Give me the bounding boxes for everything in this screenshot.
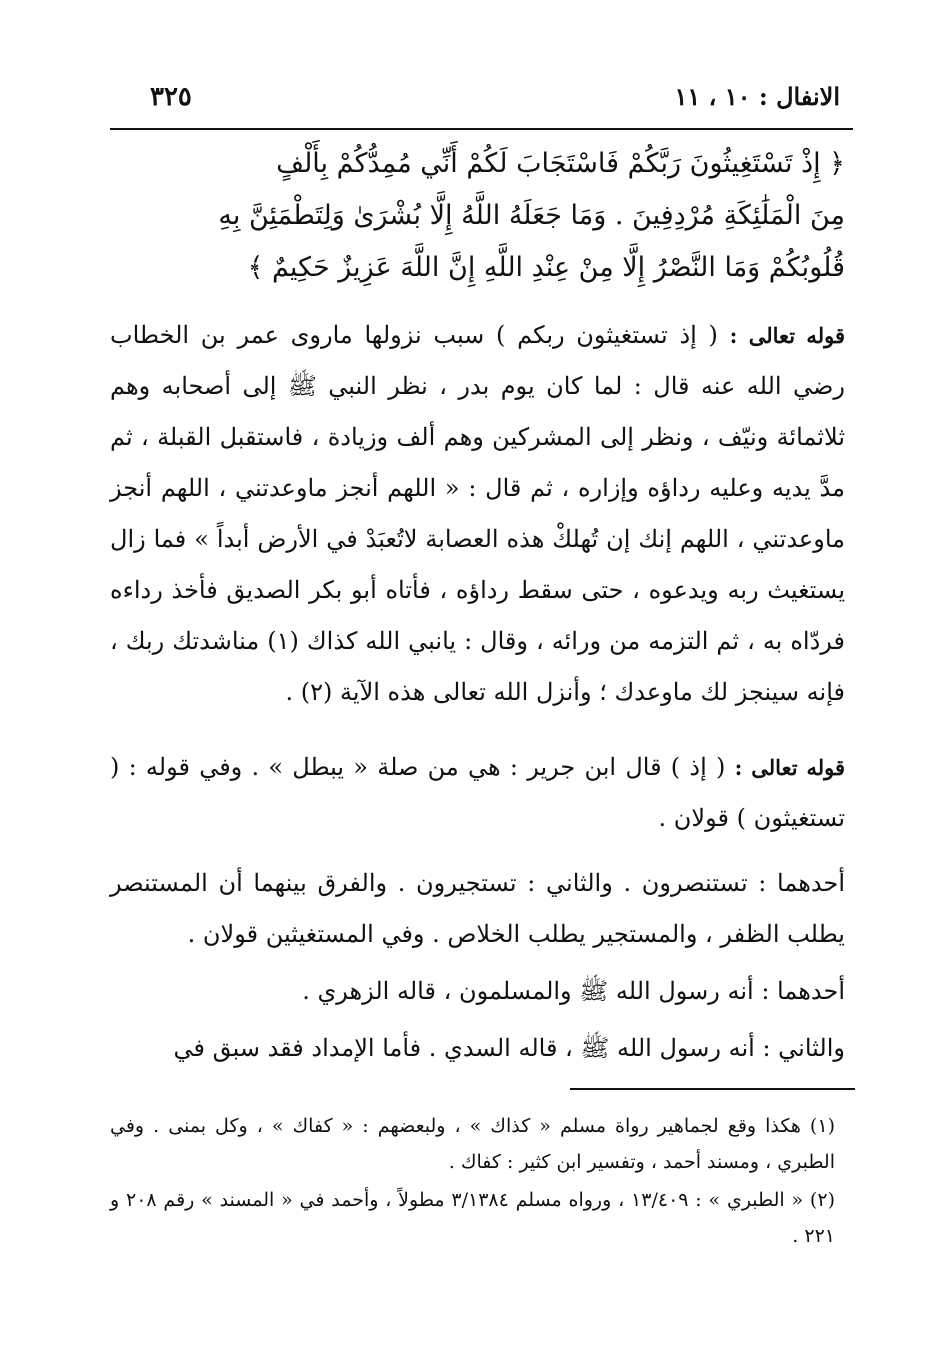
page-header	[110, 82, 840, 122]
page-number: ٣٢٥	[150, 82, 192, 112]
quran-verse	[110, 138, 845, 294]
commentary-paragraph: أحدهما : أنه رسول الله ﷺ والمسلمون ، قاله الزهري .	[302, 977, 845, 1005]
header-rule	[110, 128, 853, 130]
footnote: (٢) « الطبري » : ١٣/٤٠٩ ، ورواه مسلم ٣/١٣٨٤ مطولاً ، وأحمد في « المسند » رقم ٢٠٨ و ٢٢١ .	[110, 1189, 835, 1247]
commentary-section-2	[110, 742, 845, 1074]
verse-line: ﴿ إِذْ تَسْتَغِيثُونَ رَبَّكُمْ فَاسْتَجَابَ لَكُمْ أَنِّي مُمِدُّكُمْ بِأَلْفٍ	[276, 148, 845, 179]
footnotes	[110, 1108, 835, 1256]
footnote-rule	[570, 1088, 855, 1090]
paragraph-text: ( إذ تستغيثون ربكم ) سبب نزولها ماروى عمر بن الخطاب رضي الله عنه قال : لما كان يوم بدر ، نظر النبي ﷺ إلى أصحابه وهم ثلاثمائة ونيّف ، ونظر إلى المشركين وهم ألف وزيادة ، فاستقبل القبلة ، ثم مدَّ يديه وعليه رداؤه وإزاره ، ثم قال : « اللهم أنجز ماوعدتني ، اللهم أنجز ماوعدتني ، اللهم إنك إن تُهلكْ هذه العصابة لاتُعبَدْ في الأرض أبداً » فما زال يستغيث ربه ويدعوه ، حتى سقط رداؤه ، فأتاه أبو بكر الصديق فأخذ رداءه فردّاه به ، ثم التزمه من ورائه ، وقال : يانبي الله كذاك (١) مناشدتك ربك ، فإنه سينجز لك ماوعدك ؛ وأنزل الله تعالى هذه الآية (٢) .	[110, 321, 846, 706]
verse-line: قُلُوبُكُمْ وَمَا النَّصْرُ إِلَّا مِنْ عِنْدِ اللَّهِ إِنَّ اللَّهَ عَزِيزٌ حَكِيمٌ ﴾	[247, 252, 845, 283]
commentary-paragraph: أحدهما : تستنصرون . والثاني : تستجيرون . والفرق بينهما أن المستنصر يطلب الظفر ، والمستجير يطلب الخلاص . وفي المستغيثين قولان .	[110, 869, 845, 948]
running-title: الانفال : ١٠ ، ١١	[674, 82, 840, 111]
commentary-paragraph	[110, 742, 845, 844]
commentary-section-1	[110, 310, 845, 718]
commentary-paragraph	[110, 310, 845, 718]
section-label: قوله تعالى :	[729, 323, 845, 348]
verse-line: مِنَ الْمَلَٰئِكَةِ مُرْدِفِينَ . وَمَا جَعَلَهُ اللَّهُ إِلَّا بُشْرَىٰ وَلِتَطْمَئِنَّ بِهِ	[218, 200, 845, 231]
paragraph-text: ( إذ ) قال ابن جرير : هي من صلة « يبطل » . وفي قوله : ( تستغيثون ) قولان .	[110, 753, 845, 832]
footnote: (١) هكذا وقع لجماهير رواة مسلم « كذاك » ، ولبعضهم : « كفاك » ، وكل بمنى . وفي الطبري ، ومسند أحمد ، وتفسير ابن كثير : كفاك .	[110, 1115, 835, 1173]
commentary-paragraph: والثاني : أنه رسول الله ﷺ ، قاله السدي . فأما الإمداد فقد سبق في	[173, 1034, 845, 1062]
section-label: قوله تعالى :	[734, 755, 846, 780]
